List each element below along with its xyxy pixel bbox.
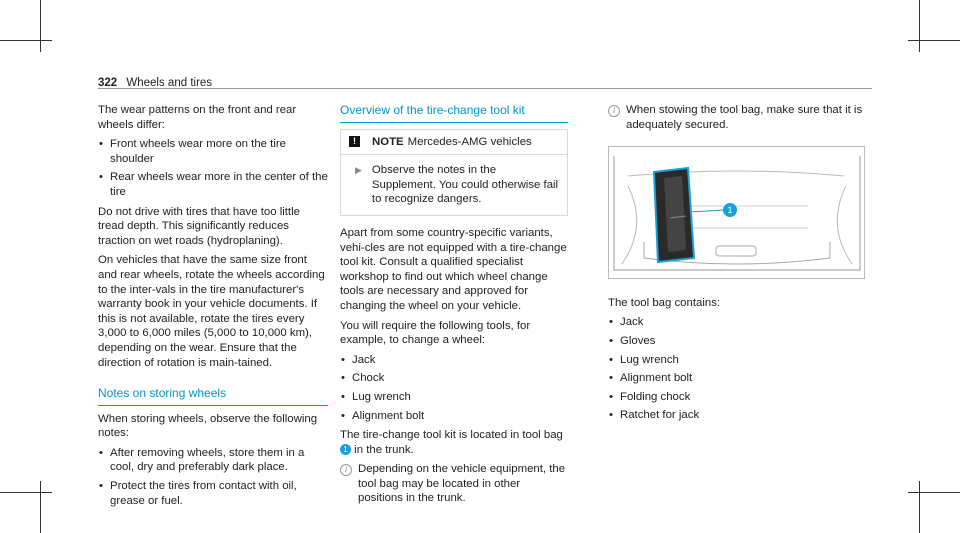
crop-mark bbox=[908, 492, 960, 493]
location-paragraph bbox=[340, 428, 568, 457]
location-text: The tire-change tool kit is located in tool bag bbox=[340, 429, 563, 442]
wear-intro: The wear patterns on the front and rear wheels differ: bbox=[98, 104, 297, 131]
list-item: • Alignment bolt bbox=[608, 371, 868, 386]
info-text: When stowing the tool bag, make sure that it is adequately secured. bbox=[626, 104, 863, 131]
section-title-tool-kit: Overview of the tire-change tool kit bbox=[340, 103, 568, 123]
tool-bag-illustration bbox=[608, 146, 865, 279]
list-item: • Front wheels wear more on the tire shoulder bbox=[98, 137, 328, 166]
location-text-end: in the trunk. bbox=[354, 443, 414, 456]
note-text: Mercedes-AMG vehicles bbox=[407, 135, 532, 148]
info-note bbox=[608, 103, 868, 132]
list-item: • Folding chock bbox=[608, 390, 868, 405]
crop-mark bbox=[919, 0, 920, 52]
info-note bbox=[340, 462, 568, 506]
chapter-title: Wheels and tires bbox=[126, 77, 213, 89]
crop-mark bbox=[0, 492, 52, 493]
info-text: Depending on the vehicle equipment, the tool bag may be located in other positions in the trunk. bbox=[358, 463, 566, 505]
section-title-storing: Notes on storing wheels bbox=[98, 386, 328, 406]
list-item: • Chock bbox=[340, 371, 568, 386]
list-item: • Rear wheels wear more in the center of the tire bbox=[98, 170, 328, 199]
arrow-right-icon: ▶ bbox=[355, 165, 362, 176]
crop-mark bbox=[40, 481, 41, 533]
info-icon: i bbox=[608, 105, 620, 117]
tools-list bbox=[340, 353, 568, 423]
note-box bbox=[340, 129, 568, 216]
note-instruction: Observe the notes in the Supplement. You could otherwise fail to recognize dangers. bbox=[371, 164, 559, 206]
list-item: • Protect the tires from contact with oil, grease or fuel. bbox=[98, 479, 328, 508]
list-item: • Lug wrench bbox=[608, 353, 868, 368]
list-item: • Jack bbox=[608, 315, 868, 330]
warning-icon: ! bbox=[349, 136, 360, 147]
callout-label: 1 bbox=[727, 205, 733, 216]
info-icon: i bbox=[340, 464, 352, 476]
crop-mark bbox=[40, 0, 41, 52]
variants-paragraph: Apart from some country-specific variants, vehi-cles are not equipped with a tire-change tool kit. Consult a qualified specialist workshop to find out which wheel change tools are necessary and approved for changing the wheel on your vehicle. bbox=[340, 226, 567, 312]
left-column bbox=[98, 103, 328, 513]
crop-mark bbox=[908, 40, 960, 41]
tools-intro: You will require the following tools, for example, to change a wheel: bbox=[340, 319, 531, 347]
note-header bbox=[341, 130, 567, 156]
list-item: • After removing wheels, store them in a cool, dry and preferably dark place. bbox=[98, 446, 328, 475]
right-column bbox=[608, 103, 868, 428]
list-item: • Jack bbox=[340, 353, 568, 368]
crop-mark bbox=[0, 40, 52, 41]
callout-marker: 1 bbox=[340, 444, 351, 455]
list-item: • Lug wrench bbox=[340, 390, 568, 405]
middle-column bbox=[340, 103, 568, 506]
contents-intro: The tool bag contains: bbox=[608, 296, 721, 309]
list-item: • Alignment bolt bbox=[340, 409, 568, 424]
page-number: 322 bbox=[98, 77, 118, 89]
list-item: • Gloves bbox=[608, 334, 868, 349]
header-rule bbox=[98, 88, 872, 89]
rotation-paragraph: On vehicles that have the same size front and rear wheels, rotate the wheels according to the inter-vals in the tire manufacturer's warranty book in your vehicle documents. If this is not available, rotate the tires every 3,000 to 6,000 miles (5,000 to 10,000 km), depending on the wear. Ensure that the direction of rotation is main-tained. bbox=[98, 254, 325, 369]
storing-list bbox=[98, 446, 328, 508]
crop-mark bbox=[919, 481, 920, 533]
storing-intro: When storing wheels, observe the following notes: bbox=[98, 412, 318, 440]
wear-list bbox=[98, 137, 328, 199]
tread-paragraph: Do not drive with tires that have too little tread depth. This significantly reduces traction on wet roads (hydroplaning). bbox=[98, 205, 300, 247]
note-label: NOTE bbox=[372, 135, 404, 148]
note-body bbox=[341, 155, 567, 215]
list-item: • Ratchet for jack bbox=[608, 408, 868, 423]
contents-list bbox=[608, 315, 868, 423]
